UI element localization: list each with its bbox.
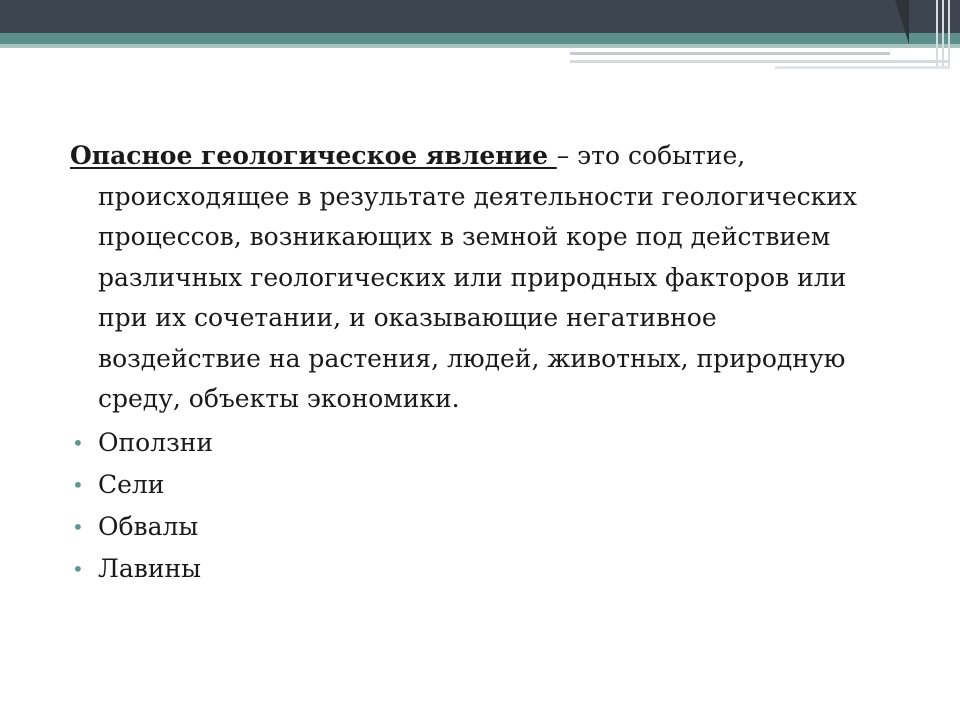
bullet-label: Обвалы: [98, 511, 199, 541]
bullet-icon: •: [72, 556, 84, 581]
header-right-bar: [942, 0, 944, 66]
header-shadow-line: [570, 52, 890, 55]
bullet-icon: •: [72, 514, 84, 539]
list-item: [70, 464, 880, 506]
header-shadow-line: [775, 66, 950, 69]
list-item: [70, 422, 880, 464]
bullet-label: Лавины: [98, 553, 202, 583]
header-right-bar: [948, 0, 950, 66]
header-shadow-line: [570, 60, 950, 63]
bullet-label: Сели: [98, 469, 165, 499]
header-band-teal-light: [0, 44, 960, 48]
bullet-label: Оползни: [98, 427, 214, 457]
definition-paragraph: [70, 136, 880, 420]
definition-text: – это событие, происходящее в результате деятельности геологических процессов, возникающих в земной коре под действием различных геологических или природных факторов или при их сочетании, и оказывающие негативное воздействие на растения, людей, животных, природную среду, объекты экономики.: [98, 141, 858, 413]
bullet-icon: •: [72, 430, 84, 455]
header-band-teal: [0, 33, 960, 44]
list-item: [70, 548, 880, 590]
slide-body: [70, 136, 880, 590]
bullet-icon: •: [72, 472, 84, 497]
header-corner-wedge: [895, 0, 909, 44]
header-band-dark: [0, 0, 960, 33]
definition-term: Опасное геологическое явление: [70, 141, 557, 170]
bullet-list: [70, 422, 880, 590]
header-right-bar: [936, 0, 938, 66]
list-item: [70, 506, 880, 548]
